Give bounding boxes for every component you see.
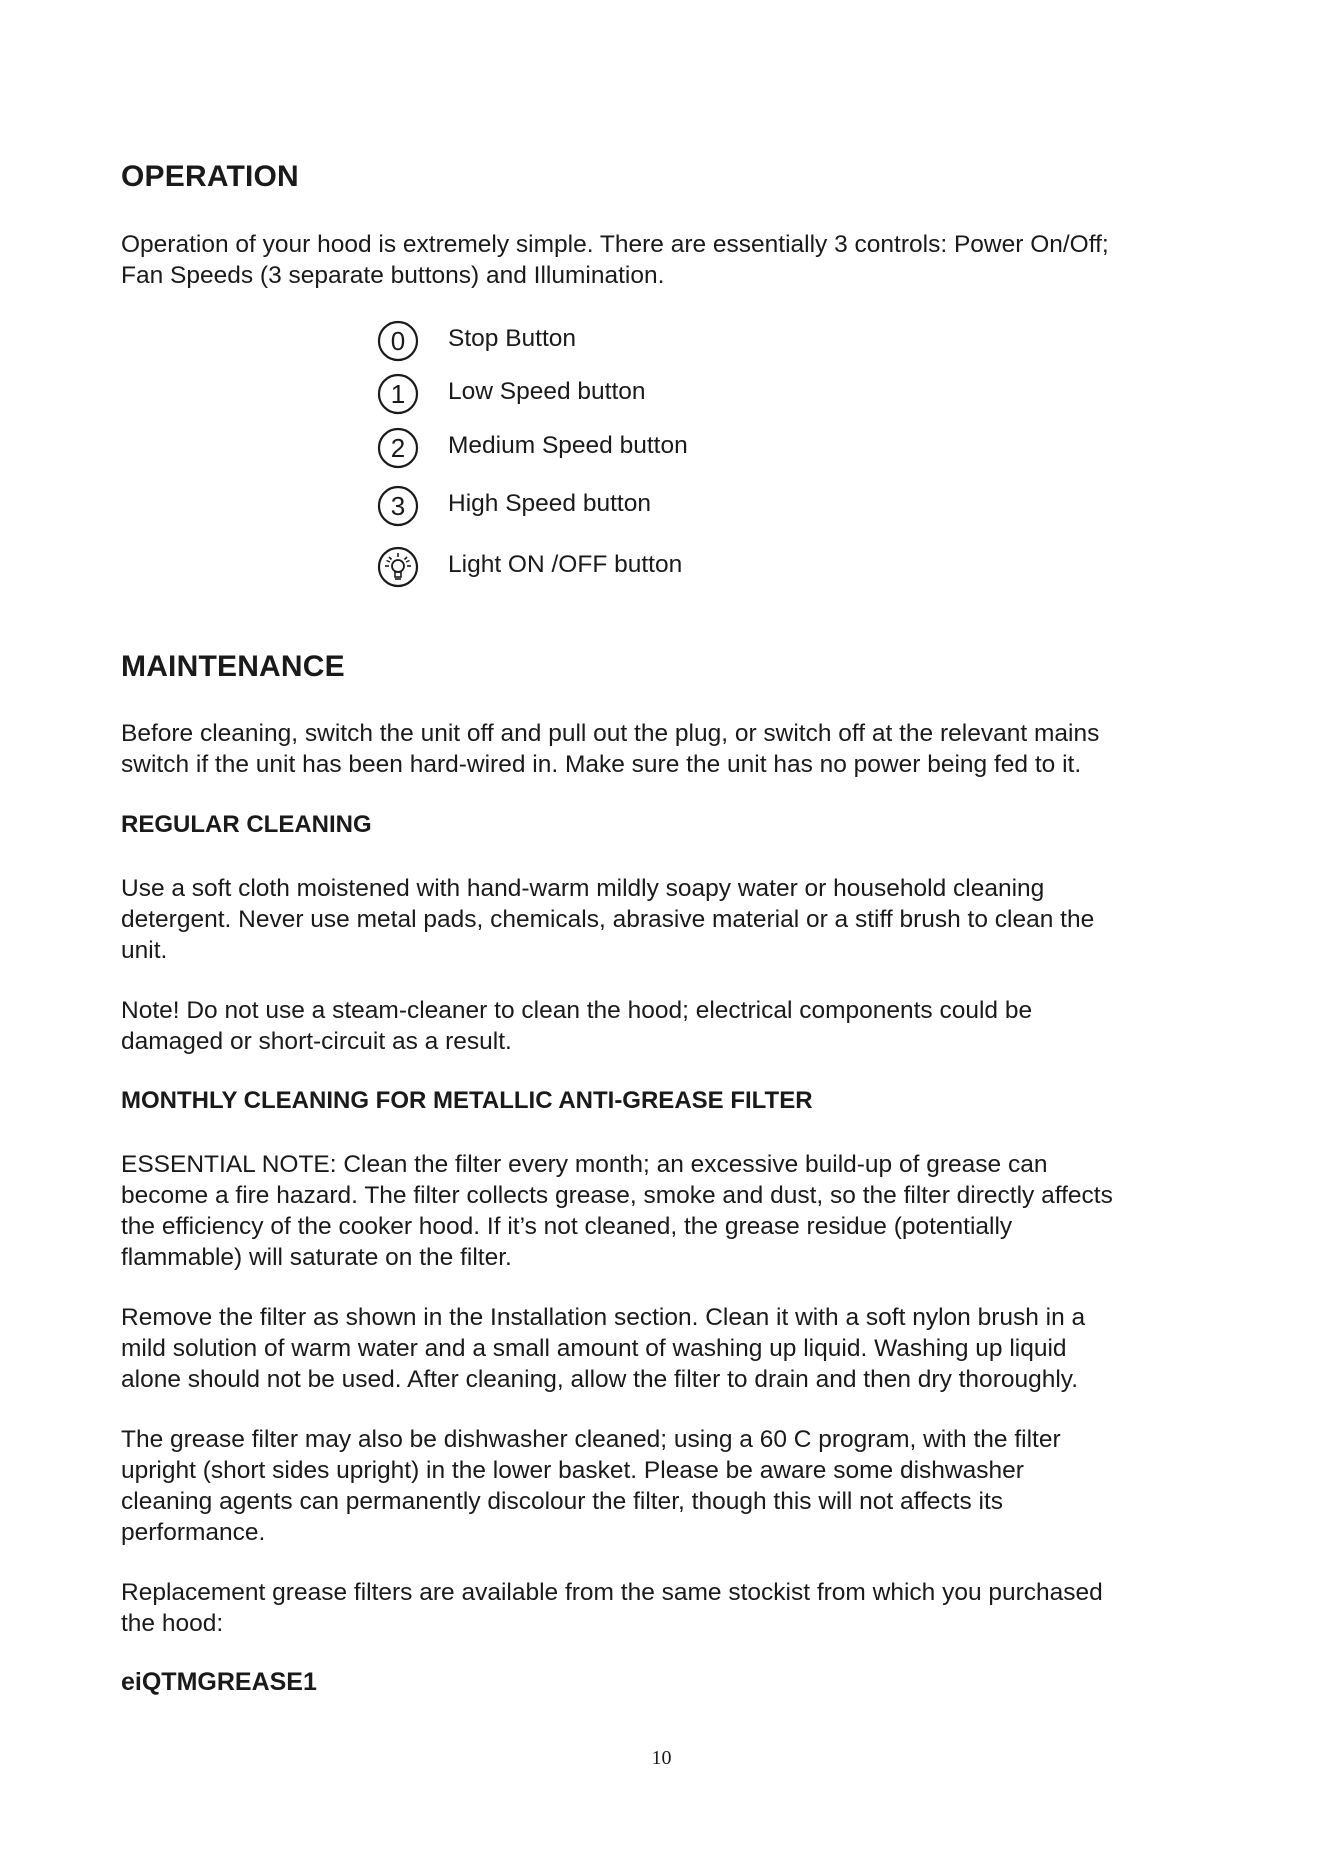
control-label: Light ON /OFF button: [448, 551, 683, 578]
remove-filter-line: Remove the filter as shown in the Installation section. Clean it with a soft nylon brush in a: [121, 1304, 1086, 1331]
medium-speed-icon: [377, 427, 419, 469]
steam-cleaner-note: [121, 995, 1231, 1057]
essential-note-line: flammable) will saturate on the filter.: [121, 1244, 512, 1271]
essential-note-paragraph: [121, 1149, 1231, 1273]
control-item-low-speed: [377, 373, 877, 417]
essential-note-line: ESSENTIAL NOTE: Clean the filter every month; an excessive build-up of grease can: [121, 1151, 1048, 1178]
control-item-light: [377, 546, 877, 590]
remove-filter-line: alone should not be used. After cleaning, allow the filter to drain and then dry thoroughly.: [121, 1366, 1079, 1393]
operation-intro-line: Fan Speeds (3 separate buttons) and Illumination.: [121, 262, 665, 289]
filter-model-number: eiQTMGREASE1: [121, 1668, 317, 1696]
control-label: Stop Button: [448, 325, 577, 352]
replacement-paragraph: [121, 1577, 1231, 1639]
remove-filter-paragraph: [121, 1302, 1231, 1395]
control-item-high-speed: [377, 485, 877, 529]
stop-icon: [377, 320, 419, 362]
control-label: High Speed button: [448, 490, 651, 517]
page-number: 10: [651, 1747, 672, 1769]
control-label: Low Speed button: [448, 378, 646, 405]
regular-cleaning-line: detergent. Never use metal pads, chemicals, abrasive material or a stiff brush to clean the: [121, 906, 1095, 933]
regular-cleaning-line: unit.: [121, 937, 168, 964]
control-item-stop: [377, 320, 877, 364]
low-speed-symbol: 1: [390, 379, 406, 409]
dishwasher-line: The grease filter may also be dishwasher cleaned; using a 60 C program, with the filter: [121, 1426, 1061, 1453]
maintenance-intro-line: switch if the unit has been hard-wired in. Make sure the unit has no power being fed to it.: [121, 751, 1082, 778]
remove-filter-line: mild solution of warm water and a small amount of washing up liquid. Washing up liquid: [121, 1335, 1067, 1362]
regular-cleaning-paragraph: [121, 873, 1231, 966]
dishwasher-paragraph: [121, 1424, 1231, 1548]
essential-note-line: become a fire hazard. The filter collects grease, smoke and dust, so the filter directly affects: [121, 1182, 1113, 1209]
operation-intro: [121, 229, 1231, 291]
operation-heading: OPERATION: [121, 160, 299, 193]
dishwasher-line: upright (short sides upright) in the lower basket. Please be aware some dishwasher: [121, 1457, 1024, 1484]
replacement-line: the hood:: [121, 1610, 224, 1637]
steam-cleaner-note-line: Note! Do not use a steam-cleaner to clean the hood; electrical components could be: [121, 997, 1033, 1024]
maintenance-intro: [121, 718, 1231, 780]
regular-cleaning-line: Use a soft cloth moistened with hand-warm mildly soapy water or household cleaning: [121, 875, 1045, 902]
high-speed-icon: [377, 485, 419, 527]
high-speed-symbol: 3: [390, 491, 406, 521]
essential-note-line: the efficiency of the cooker hood. If it’s not cleaned, the grease residue (potentially: [121, 1213, 1013, 1240]
control-label: Medium Speed button: [448, 432, 688, 459]
operation-intro-line: Operation of your hood is extremely simple. There are essentially 3 controls: Power On/Off;: [121, 231, 1109, 258]
steam-cleaner-note-line: damaged or short-circuit as a result.: [121, 1028, 512, 1055]
maintenance-intro-line: Before cleaning, switch the unit off and pull out the plug, or switch off at the relevant mains: [121, 720, 1100, 747]
replacement-line: Replacement grease filters are available from the same stockist from which you purchased: [121, 1579, 1103, 1606]
dishwasher-line: cleaning agents can permanently discolour the filter, though this will not affects its: [121, 1488, 1004, 1515]
light-bulb-icon: [377, 546, 419, 588]
monthly-cleaning-heading: MONTHLY CLEANING FOR METALLIC ANTI-GREASE FILTER: [121, 1087, 813, 1114]
maintenance-heading: MAINTENANCE: [121, 650, 345, 683]
control-item-medium-speed: [377, 427, 877, 471]
dishwasher-line: performance.: [121, 1519, 266, 1546]
regular-cleaning-heading: REGULAR CLEANING: [121, 811, 372, 838]
low-speed-icon: [377, 373, 419, 415]
stop-symbol: 0: [390, 326, 406, 356]
medium-speed-symbol: 2: [390, 433, 406, 463]
